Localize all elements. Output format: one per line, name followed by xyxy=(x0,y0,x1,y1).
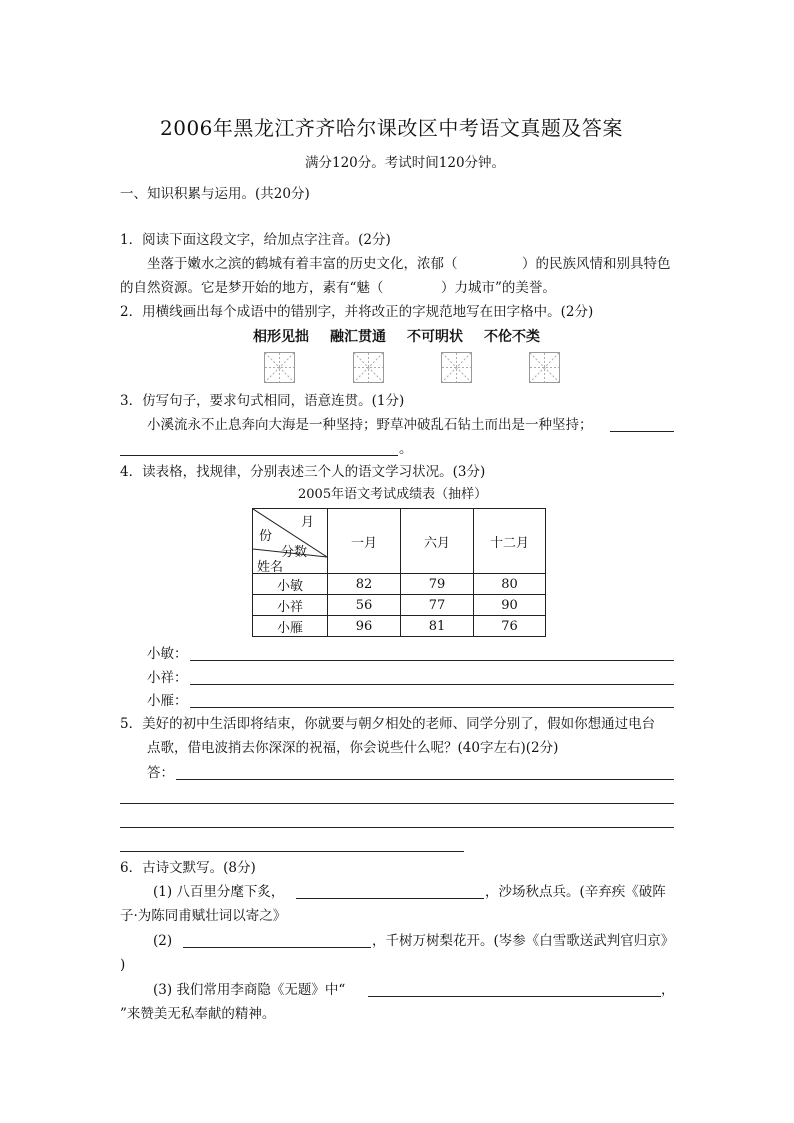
q6-item3-c: ”来赞美无私奉献的精神。 xyxy=(120,1006,276,1022)
student-name: 小祥 xyxy=(253,595,328,616)
q6-item1-b: ，沙场秋点兵。(辛弃疾《破阵 xyxy=(485,884,666,900)
q5-answer-line-4[interactable] xyxy=(120,851,464,852)
answer-line-xiaomin[interactable] xyxy=(190,660,674,661)
month-header: 十二月 xyxy=(474,509,546,574)
q6-item2-c: ) xyxy=(120,957,126,973)
header-fen: 份 xyxy=(259,529,273,544)
q3-end-mark: 。 xyxy=(399,441,413,457)
student-name: 小雁 xyxy=(253,616,328,637)
q6-item1-c: 子·为陈同甫赋壮词以寄之》 xyxy=(120,908,287,924)
q4-prompt: 4．读表格，找规律，分别表述三个人的语文学习状况。(3分) xyxy=(120,464,486,480)
q1-line1-b: ）的民族风情和别具特色 xyxy=(522,256,671,272)
month-header: 一月 xyxy=(328,509,401,574)
idiom-3: 不可明状 xyxy=(407,329,463,345)
score-cell: 80 xyxy=(474,574,546,595)
subtitle: 满分120分。考试时间120分钟。 xyxy=(305,155,506,171)
score-cell: 76 xyxy=(474,616,546,637)
section-heading: 一、知识积累与运用。(共20分) xyxy=(120,186,310,202)
q1-line2-a: 的自然资源。它是梦开始的地方，素有“魅（ xyxy=(120,280,384,296)
tianzige-box-4[interactable] xyxy=(529,352,560,383)
q1-line1-a: 坐落于嫩水之滨的鹤城有着丰富的历史文化，浓郁（ xyxy=(147,256,458,272)
score-cell: 90 xyxy=(474,595,546,616)
q5-answer-label: 答： xyxy=(147,765,174,781)
answer-label-xiaomin: 小敏： xyxy=(147,646,188,662)
q6-prompt: 6．古诗文默写。(8分) xyxy=(120,860,256,876)
score-cell: 96 xyxy=(328,616,401,637)
q5-prompt-line2: 点歌，借电波捎去你深深的祝福，你会说些什么呢？(40字左右)(2分) xyxy=(147,740,559,756)
q5-prompt-line1: 5．美好的初中生活即将结束，你就要与朝夕相处的老师、同学分别了，假如你想通过电台 xyxy=(120,716,656,732)
q5-answer-line-1[interactable] xyxy=(176,779,674,780)
answer-line-xiaoxiang[interactable] xyxy=(190,684,674,685)
q6-item1-blank[interactable] xyxy=(296,898,484,899)
table-row xyxy=(253,616,546,637)
q3-line1: 小溪流永不止息奔向大海是一种坚持；野草冲破乱石钻土而出是一种坚持； xyxy=(147,417,593,433)
q3-answer-line-2[interactable] xyxy=(120,455,398,456)
month-header: 六月 xyxy=(401,509,474,574)
q6-item3-a: (3) 我们常用李商隐《无题》中“ xyxy=(153,982,346,998)
q1-prompt: 1．阅读下面这段文字，给加点字注音。(2分) xyxy=(120,232,391,248)
q3-answer-line-1[interactable] xyxy=(610,431,674,432)
answer-line-xiaoyan[interactable] xyxy=(190,707,674,708)
idiom-1: 相形见拙 xyxy=(253,329,309,345)
table-title: 2005年语文考试成绩表（抽样） xyxy=(298,487,488,502)
q6-item3-blank[interactable] xyxy=(368,996,661,997)
answer-label-xiaoxiang: 小祥： xyxy=(147,670,188,686)
answer-label-xiaoyan: 小雁： xyxy=(147,693,188,709)
page-title: 2006年黑龙江齐齐哈尔课改区中考语文真题及答案 xyxy=(160,116,623,140)
tianzige-box-3[interactable] xyxy=(441,352,472,383)
table-row xyxy=(253,574,546,595)
score-table xyxy=(252,508,546,637)
score-cell: 82 xyxy=(328,574,401,595)
tianzige-box-2[interactable] xyxy=(353,352,384,383)
header-score: 分数 xyxy=(281,545,308,560)
header-name: 姓名 xyxy=(257,560,284,575)
q6-item2-b: ，千树万树梨花开。(岑参《白雪歌送武判官归京》 xyxy=(372,933,675,949)
q2-prompt: 2．用横线画出每个成语中的错别字，并将改正的字规范地写在田字格中。(2分) xyxy=(120,304,594,320)
header-month: 月 xyxy=(301,515,315,530)
idiom-4: 不伦不类 xyxy=(484,329,540,345)
q6-item2-a: (2) xyxy=(153,933,173,949)
q5-answer-line-3[interactable] xyxy=(120,827,674,828)
score-cell: 56 xyxy=(328,595,401,616)
q6-item2-blank[interactable] xyxy=(183,947,371,948)
q1-line2-b: ）力城市”的美誉。 xyxy=(441,280,556,296)
score-cell: 77 xyxy=(401,595,474,616)
table-row xyxy=(253,595,546,616)
tianzige-box-1[interactable] xyxy=(264,352,295,383)
idiom-2: 融汇贯通 xyxy=(330,329,386,345)
q3-prompt: 3．仿写句子，要求句式相同，语意连贯。(1分) xyxy=(120,393,405,409)
q6-item3-comma: ， xyxy=(661,982,675,998)
q5-answer-line-2[interactable] xyxy=(120,803,674,804)
q6-item1-a: (1) 八百里分麾下炙， xyxy=(153,884,285,900)
score-cell: 81 xyxy=(401,616,474,637)
score-cell: 79 xyxy=(401,574,474,595)
table-header-diagonal-cell xyxy=(253,509,328,574)
student-name: 小敏 xyxy=(253,574,328,595)
